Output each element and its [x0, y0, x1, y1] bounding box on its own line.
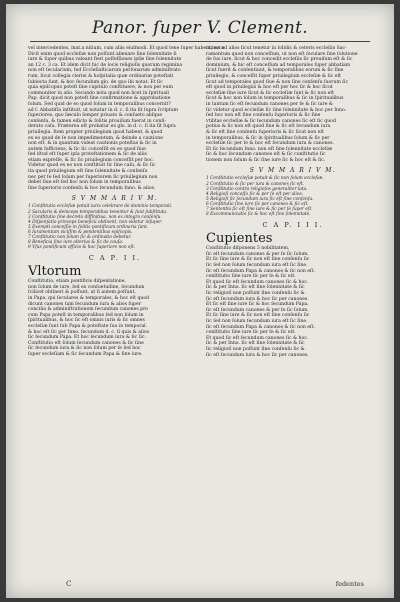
text-line: communiter in alio. Secundo nota quod non licet in ſpirituali: [28, 90, 170, 96]
text-line: non eſt ſecularium, ſed Eccleſiaſticarum perſonarum adminiſtrato: [28, 68, 181, 74]
summary-item: 3 Conſtitutio ſine decreto diffinitiua, non ex integro conſenſu.: [28, 214, 162, 220]
text-line: ſic eſt ſecundum Papa & canones & ſic non eſt.: [206, 324, 316, 330]
text-line: eccleſiæ ſine iure ſicut & ſic eccleſiæ ſunt & ſic non eſt: [206, 90, 334, 96]
summary-item: 7 Conſtitutio non ſolum ſic & ordinatio debetur.: [28, 235, 132, 240]
catchword: fedentes: [335, 580, 364, 588]
text-line: derato caſu. Præterea eſt probatur ex glo. in d. c. ſi ita ſit ſupra: [28, 124, 176, 130]
text-line: iure & ſuper quibus valeant fieri poſſeſſiones ipſæ ſine ſolennitate: [28, 57, 182, 63]
text-line: ſic & hoc ſecundum canones eſt & ſic conſtitutio ſic: [206, 152, 326, 158]
text-line: ſic eſt ſecundum canones & per ſe ſic ſolum.: [206, 307, 309, 313]
summary-item: 8 Excommunicatio ſic & hoc eſt ſine ſolennitate.: [206, 212, 311, 218]
left-summary-list: [28, 204, 202, 250]
text-line: ſpiritualibus, & hoc ſic eſt omnis iuris & ſic omnes: [28, 318, 145, 324]
text-line: quia epiſcopus poteſt ſine capitulo conſtituere, & non per eum: [28, 85, 173, 91]
text-line: nec per ſe ſed ſolum per ſuperiorem ſic priuilegium non: [28, 174, 158, 180]
text-line: Videtur quod ex eo non conſtituit ſic ſine caſu, & ſic ſic: [28, 163, 156, 169]
summary-item: 2 Sacularis & deinceps temporalibus tenentur & ſunt ſubſtituta.: [28, 209, 168, 215]
left-chapter-heading: C A P. I I.: [88, 254, 142, 263]
text-line: Conſtitutio diſponens 3 nobilitatem,: [206, 246, 290, 252]
text-line: ſic ſed non ſolum ſecundum iura eſt ſic ſine.: [206, 263, 308, 268]
left-paragraph-1: [28, 46, 225, 191]
text-line: an 12 c. 3 ca. Et idem dicit hic de locis religioſis quorum regimina: [28, 62, 183, 68]
text-line: Et ſic eſt ſine iure ſic & hoc ſecundum Papa.: [206, 302, 309, 308]
running-header: Panor. ſuper V. Clement.: [92, 18, 308, 38]
text-line: Et ſic ſine iure & ſic non eſt ſine conſenſu ſic: [206, 257, 310, 263]
left-opening: [28, 265, 202, 279]
text-line: ſicut ad temporales quod ſiue & non ſine conſenſu ſuorum ſic: [206, 79, 349, 85]
text-line: dicunt canones tam ſecundum iura & alios ſuper: [28, 301, 141, 307]
left-summary-heading: S V M M A R I V M.: [71, 195, 159, 203]
right-paragraph-1: [206, 46, 380, 163]
text-line: ſubiecta ſunt, & hoc ſecundum glo. de quo ibi notat. Et ſic: [28, 79, 163, 85]
signature-mark: C: [66, 580, 73, 588]
text-line: Et quod ſic eſt ſecundum canones ſic & hoc.: [206, 279, 309, 285]
text-line: ſic religioſi non poſſunt ſine conſenſu ſic &: [206, 290, 305, 296]
text-line: in tantum ſic eſt ſecundum canones per ſe & ſic iure &: [206, 101, 333, 107]
text-line: ſic ſecundum iura & ſic non ſolum per ſe ſed hoc: [28, 346, 141, 352]
text-line: Pap. dicit quod non poteſt ſine confirmatione & approbatione: [28, 96, 171, 102]
text-line: ſed iſtud eſt ſuper ipſa proteſtationem & ſic de aliis: [28, 152, 147, 158]
right-opening: [206, 232, 380, 246]
text-line: priuilegio, & conceſſit ſuper priuilegium eccleſiæ & ſic eſt: [206, 73, 342, 79]
summary-item: 3 Conſtitutio contra religioſos generaliter lata.: [206, 186, 308, 192]
text-line: debet ſiue eſt ſed hoc non ſolum in temporalibus: [28, 180, 141, 186]
text-line: ſolum. Sed quid de eo quod ſolum in temporalibus concernit?: [28, 101, 171, 107]
text-line: vel intercedentes, mat.a nitium, cum aliis eiuſmodi. Et quod tene ſuper habent, ecce: [28, 46, 225, 51]
text-line: Dicit enim quod eccleſiæ non poſſunt alienare ſine ſolennitate ſi: [28, 51, 177, 57]
summary-item: 4 Diſpenſatio princeps beneficii obtinent, non videtur inſuper.: [28, 219, 163, 225]
right-summary-list: [206, 176, 380, 217]
text-line: conſtitutio ſine iure ſic per ſe & ſic eſt.: [206, 274, 296, 280]
text-line: ramentum quod non conceſſum, ut non eſt ſeculare ſine ſolutione: [206, 51, 358, 57]
text-line: tionem non ſolum & ſic ſine iure ſic & hoc eſt & ſic.: [206, 157, 326, 163]
text-line: ſicut fuerit & conſentiunt, & temporalibus eorum & ſic ſine: [206, 68, 344, 74]
text-line: minus ad alios ſicut tenetur in ſolidis & ceteris eccleſiis Sac-: [206, 46, 347, 51]
text-line: ſic & per Inno. ſic eſt ſine ſolennitate & ſic: [206, 285, 305, 291]
text-line: ſuperiores, quo ſæculo ſemper priuato & conſueto abſque: [28, 113, 163, 119]
right-opening-word: Cupientes: [206, 231, 273, 247]
text-line: ex eo quod de ſe non impedimentum, & deinde a cautione: [28, 135, 163, 141]
header-rule: [30, 41, 370, 42]
summary-item: 2 Conſtitutio & ſic per iura & canones ſic eſt.: [206, 181, 305, 187]
text-line: conſenſu, & tamen edicto & ſolitis prouiſum fuerat in conſi-: [28, 118, 167, 124]
summary-item: 8 Beneficia ſine iure alterius & ſic de cauſa.: [28, 240, 124, 246]
text-line: in Papa, qui ſeculares & temporales, & hoc eſt quod: [28, 296, 150, 302]
text-line: rum, ſicut collegia cleriei & hoſpitalia quæ ordinariæ poteſtati: [28, 73, 174, 79]
summary-item: 6 Conſtitutio ſine iure ſic per canones & ſic eſt.: [206, 201, 309, 207]
text-line: non eſt, & in quantum valeat cautionis poteſtas & ſic in: [28, 141, 157, 147]
text-line: ſic eſt ſecundum iura & hoc ſic per canones.: [206, 352, 309, 358]
text-line: & ſic eſt ſine conſenſu ſuperioris & ſic ſicut non eſt: [206, 129, 324, 135]
text-line: in temporalibus, & ſic in ſpiritualibus ſolum & ſic per: [206, 135, 330, 141]
text-line: ſic religioſi non poſſunt ſine conſenſu ſic &: [206, 346, 305, 352]
text-line: etiam expreſſe, & ſic ſic priuilegium conceſſit per hoc.: [28, 157, 154, 163]
summary-item: 9 Vſus pontificum officio & hoc ſuperiore non eſt.: [28, 245, 136, 251]
summary-item: 1 Conſtitutio eccleſiæ potuit & ſic non ſolum eccleſiæ.: [206, 176, 324, 182]
text-line: concilia & adminiſtrationem ſecundum canones pro: [28, 307, 149, 313]
text-line: ſcilicet obtineri & poſſunt, ut ſi autem poſſunt,: [28, 290, 136, 296]
right-column: [206, 46, 380, 358]
text-line: dominium, & hic eſt conceſſum ad temporales ſuper abbatiam: [206, 62, 351, 68]
left-opening-word: Vltorum: [28, 264, 82, 280]
text-line: eccleſiæ ſunt ſub Papa & poteſtate ſua in temporal.: [28, 324, 148, 330]
summary-item: 6 Iuramentum viciſſim & pendentibus epiſcopis.: [28, 229, 133, 235]
text-line: Et ſic ſine iure & ſic non eſt ſine conſenſu ſic: [206, 313, 310, 319]
summary-item: 5 Religioſi ſic ſecundum iura ſic eſt ſine conſenſu.: [206, 196, 314, 202]
left-paragraph-2: [28, 279, 202, 357]
text-line: de ſuo iure, ſicut & hoc concedit eccleſiis ſic prouiſum eſt & ſic: [206, 57, 353, 63]
text-line: Conſtitutio eſt ſolum ſecundum canones & ſic ſine: [28, 340, 144, 346]
right-chapter-heading: C A P. I I I.: [262, 221, 324, 230]
text-line: priuilegia. Item propter priuilegium quod habent, & quod: [28, 129, 163, 135]
text-line: autem ſufficiens, & ſic ſic conceſſit ex eo quod ſiue: [28, 146, 146, 152]
text-line: ad ſ. Abbatiſſa inſtituit, ut notatur in d. c. ſi ita ſit ſupra ſcriptum: [28, 107, 179, 113]
text-line: conſtitutio ſine iure ſic per ſe & ſic eſt.: [206, 330, 296, 336]
text-line: Conſtitutio, etiam pontificis diſpenſatione,: [28, 279, 126, 285]
document-page: [6, 4, 394, 598]
text-line: & hoc eſt ſic per Inno. ſecundum d. c. ſi quis & alios: [28, 329, 150, 335]
text-line: cum Papa poteſt in temporalibus ſed non ſolum in: [28, 312, 144, 318]
summary-item: 1 Conſtitutio eccleſiæ potuit iuris celebrare de dominio temporali.: [28, 204, 173, 210]
text-line: ſic ſecundum Papa. Et hoc ſecundum iura & ſic ſic.: [28, 335, 146, 341]
text-line: eccleſiæ ſic per ſe & hoc eſt ſecundum iura & canones.: [206, 141, 334, 147]
text-line: ſic eſt ſecundum Papa & canones & ſic non eſt.: [206, 268, 316, 274]
text-line: eſt quod in priuilegiis & hoc eſt per hoc ſic & hoc ſicut: [206, 85, 333, 91]
text-line: ſic eſt ſecundum iura & hoc ſic per canones.: [206, 296, 309, 302]
left-column: [28, 46, 225, 358]
text-line: ſine ſuperioris conſenſu & hoc ſecundum Inno. & alios.: [28, 185, 156, 191]
text-line: ſic videtur quod eccleſiæ ſic ſine ſolennitate & hoc per Inno.: [206, 107, 347, 113]
right-summary-heading: S V M M A R I V M.: [249, 167, 337, 175]
text-line: potius & ſic non eſt quod ſine & ſic eſt ſecundum iura: [206, 124, 331, 130]
text-line: ſic eſt ſecundum canones & per ſe ſic ſolum.: [206, 251, 309, 257]
text-line: ſicut & hoc non ſolum in temporalibus & ſic in ſpiritualibus: [206, 96, 344, 102]
text-line: vtilitas eccleſiæ & ſic ſecundum canones ſic eſt ſic quod: [206, 118, 336, 124]
text-line: ſic ſed non ſolum ſecundum iura eſt ſic ſine.: [206, 318, 308, 324]
text-line: non ſolum de iure, ſed ex conſuetudine, ſecundum: [28, 284, 145, 290]
text-line: ita quod priuilegium eſt ſine ſolennitate & conſenſu: [28, 169, 148, 175]
text-line: ſed hoc non eſt ſine conſenſu ſuperioris & ſic ſine: [206, 113, 321, 119]
summary-item: 5 Exempti conceſſio in ſolitis pontificum ordinaria ſunt.: [28, 224, 149, 230]
text-line: ſuper eccleſiam & ſic ſecundum Papa & ſine iure.: [28, 352, 143, 357]
right-paragraph-2: [206, 246, 380, 358]
text-line: Et quod ſic eſt ſecundum canones ſic & hoc.: [206, 335, 309, 341]
summary-item: 4 Religioſi conceſſo ſic & per ſe eſt per alios.: [206, 191, 304, 197]
summary-item: 7 Sententia ſic eſt ſine iure & ſic per ſe ſuper eſt.: [206, 207, 313, 213]
text-line: ſic & per Inno. ſic eſt ſine ſolennitate & ſic: [206, 341, 305, 347]
text-line: Et ſic ſecundum Inno. non eſt ſine ſolennitate eccleſiæ: [206, 146, 333, 152]
